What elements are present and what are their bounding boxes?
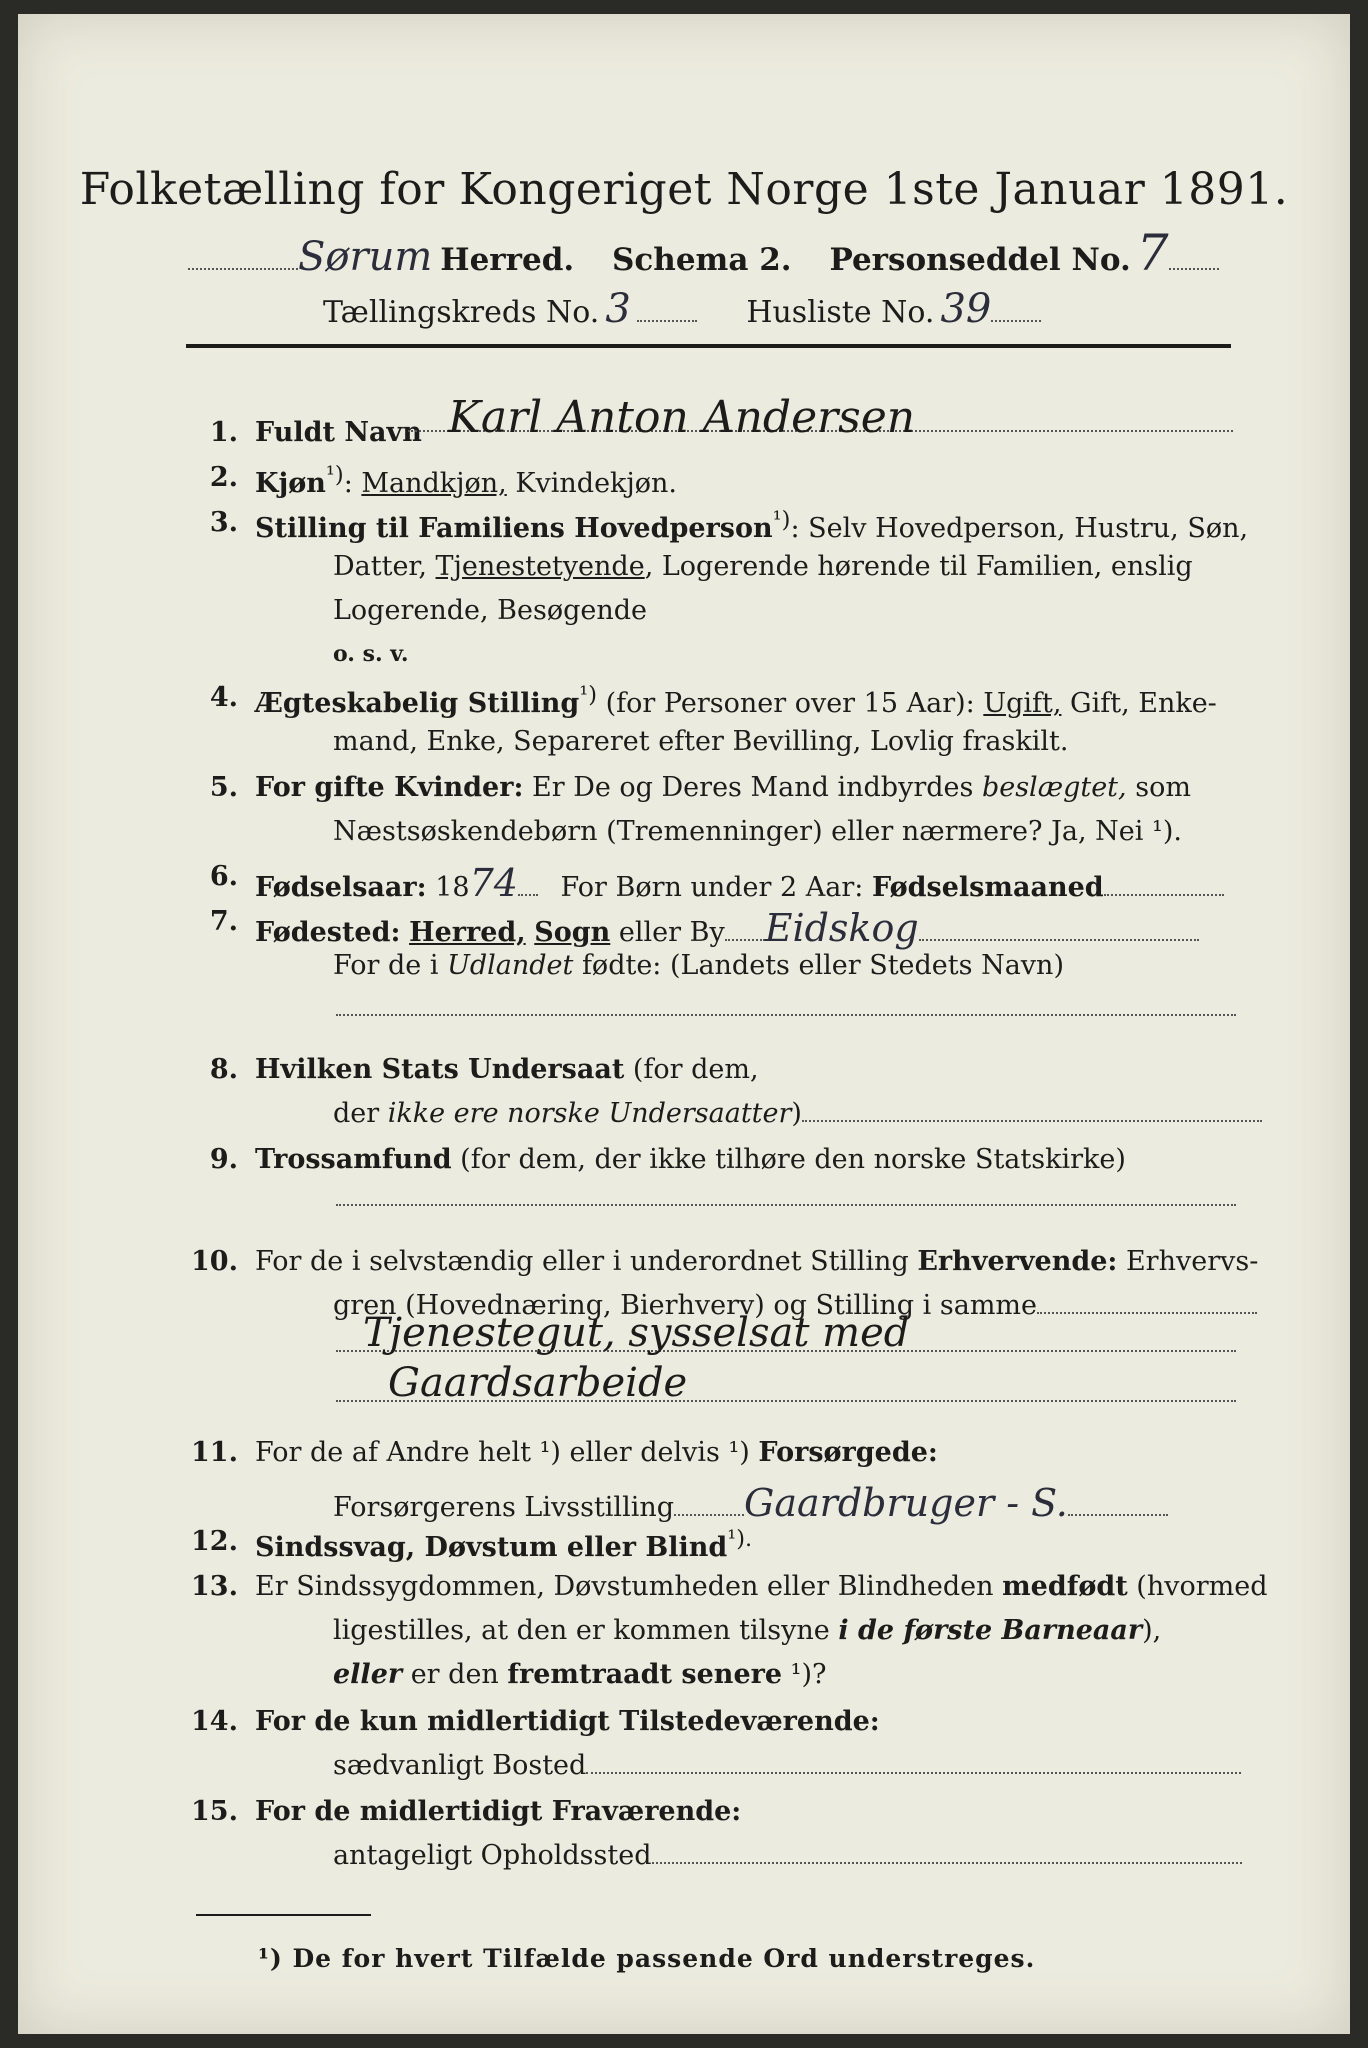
q3-l2c: , Logerende hørende til Familien, enslig [644, 551, 1193, 582]
q7-l2b: Udlandet [447, 950, 574, 981]
q15-number: 15. [191, 1796, 238, 1827]
q7-label: Fødested: [255, 917, 401, 948]
footnote-rule [196, 1914, 371, 1916]
q13-number: 13. [191, 1571, 238, 1602]
q11-l1a: For de af Andre helt ¹) eller delvis ¹) [255, 1437, 759, 1468]
q7-o3: eller By [610, 917, 725, 948]
q4-label: Ægteskabelig Stilling [255, 688, 580, 719]
q8-line2 [333, 1098, 1262, 1129]
q1-name-value: Karl Anton Andersen [448, 392, 916, 443]
herred-value: Sørum [298, 234, 433, 280]
q10-number: 10. [191, 1246, 238, 1277]
q14-label: For de kun midlertidigt Tilstedeværende: [255, 1706, 880, 1737]
q13-l2c: ), [1142, 1615, 1162, 1646]
schema-label: Schema 2. [612, 242, 792, 278]
q15-l2: antageligt Opholdssted [333, 1840, 652, 1871]
q3-label: Stilling til Familiens Hovedperson [255, 513, 773, 544]
q11-number: 11. [191, 1437, 238, 1468]
q4-option-ugift: Ugift, [983, 688, 1062, 719]
personseddel-value: 7 [1136, 224, 1169, 282]
personseddel-label: Personseddel No. [829, 242, 1131, 278]
q2-sup: ¹) [325, 462, 344, 488]
q13-l2b: i de første Barneaar [838, 1615, 1143, 1646]
q9-number: 9. [209, 1144, 238, 1175]
q8-number: 8. [209, 1054, 238, 1085]
q6-prefix: 18 [426, 872, 470, 903]
q3-line1 [255, 507, 1248, 544]
q10-l1c: Erhvervs- [1117, 1246, 1259, 1277]
q14-number: 14. [191, 1706, 238, 1737]
q3-line4: o. s. v. [333, 641, 409, 667]
q5-line2: Næstsøskendebørn (Tremenninger) eller nærmere? Ja, Nei ¹). [333, 816, 1182, 847]
q14-l2: sædvanligt Bosted [333, 1750, 587, 1781]
q2-option-mandkjon: Mandkjøn, [361, 468, 507, 499]
q8-l1a: Hvilken Stats [255, 1054, 469, 1085]
q6-number: 6. [209, 861, 238, 892]
q11-l1b: Forsørgede: [758, 1437, 938, 1468]
husliste-value: 39 [940, 286, 992, 332]
q14-line2 [333, 1750, 1241, 1781]
q7-l2c: fødte: (Landets eller Stedets Navn) [573, 950, 1064, 981]
q13-l1a: Er Sindssygdommen, Døvstumheden eller Blindheden [255, 1571, 1003, 1602]
census-form-page [18, 14, 1350, 2034]
q13-l3c: fremtraadt senere [507, 1659, 783, 1690]
q12-line [255, 1526, 752, 1563]
form-title: Folketælling for Kongeriget Norge 1ste Januar 1891. [79, 164, 1289, 215]
q8-line1 [255, 1054, 759, 1085]
q2-number: 2. [209, 462, 238, 493]
q8-l1c: (for dem, [624, 1054, 759, 1085]
q2-option-kvindekjon: Kvindekjøn. [506, 468, 678, 499]
q12-sup: ¹). [727, 1526, 753, 1552]
q1-label: Fuldt Navn [255, 417, 422, 448]
q1-number: 1. [209, 417, 238, 448]
q4-l1a: (for Personer over 15 Aar): [597, 688, 984, 719]
kreds-value: 3 [605, 286, 631, 332]
q10-l2: gren (Hovednæring, Bierhverv) og Stilling i samme [333, 1290, 1038, 1321]
footnote: ¹) De for hvert Tilfælde passende Ord understreges. [258, 1944, 1036, 1973]
q9-line1 [255, 1144, 1126, 1175]
q13-l1c: (hvormed [1127, 1571, 1268, 1602]
q9-fill-line [336, 1204, 1236, 1206]
husliste-label: Husliste No. [746, 295, 935, 330]
q5-l1a: Er De og Deres Mand indbyrdes [523, 772, 982, 803]
q6-label: Fødselsaar: [255, 872, 427, 903]
q7-birthplace-value: Eidskog [764, 906, 919, 950]
q10-occupation-value-2: Gaardsarbeide [388, 1360, 688, 1406]
q13-line1 [255, 1571, 1268, 1602]
q12-number: 12. [191, 1526, 238, 1557]
q13-line3 [333, 1659, 826, 1690]
q5-line1 [255, 772, 1191, 803]
q3-l1: : Selv Hovedperson, Hustru, Søn, [790, 513, 1249, 544]
q15-line2 [333, 1840, 1242, 1871]
q7-option-herred: Herred, [409, 917, 526, 948]
q6-l1c: Fødselsmaaned [871, 872, 1104, 903]
q7-l2a: For de i [333, 950, 448, 981]
q3-sup: ¹) [772, 507, 791, 533]
kreds-label: Tællingskreds No. [323, 295, 600, 330]
q9-label: Trossamfund [255, 1144, 452, 1175]
q10-l1a: For de i selvstændig eller i underordnet Stilling [255, 1246, 918, 1277]
q5-l1b: beslægtet, [981, 772, 1127, 803]
q11-line2 [333, 1481, 1168, 1525]
q10-occupation-value-1: Tjenestegut, sysselsat med [363, 1310, 910, 1356]
q3-option-tjenestetyende: Tjenestetyende [435, 551, 645, 582]
q6-line [255, 861, 1224, 905]
q7-line2 [333, 950, 1064, 981]
q13-l3b: er den [402, 1659, 508, 1690]
q3-line3: Logerende, Besøgende [333, 595, 647, 626]
q9-l1: (for dem, der ikke tilhøre den norske Statskirke) [451, 1144, 1126, 1175]
q10-l1b: Erhvervende: [917, 1246, 1118, 1277]
header-rule [186, 344, 1231, 348]
q2-text [255, 462, 677, 499]
q7-number: 7. [209, 906, 238, 937]
q7-line1 [255, 906, 1199, 950]
q8-l2b: ikke ere norske Undersaatter [387, 1098, 792, 1129]
herred-label: Herred. [440, 242, 575, 278]
q2-colon: : [343, 468, 362, 499]
q4-line1 [255, 682, 1217, 719]
q15-label: For de midlertidigt Fraværende: [255, 1796, 742, 1827]
q5-l1c: som [1126, 772, 1191, 803]
q11-provider-value: Gaardbruger - S. [744, 1481, 1068, 1525]
q3-l2a: Datter, [333, 551, 436, 582]
herred-line [188, 224, 1219, 282]
q4-sup: ¹) [579, 682, 598, 708]
q13-l1b: medfødt [1002, 1571, 1128, 1602]
q13-l2a: ligestilles, at den er kommen tilsyne [333, 1615, 839, 1646]
q3-number: 3. [209, 507, 238, 538]
q8-l2c: ) [791, 1098, 802, 1129]
q11-line1 [255, 1437, 938, 1468]
q8-l1b: Undersaat [468, 1054, 625, 1085]
q4-line2: mand, Enke, Separeret efter Bevilling, Lovlig fraskilt. [333, 726, 1069, 757]
q13-line2 [333, 1615, 1161, 1646]
q12-label: Sindssvag, Døvstum eller Blind [255, 1532, 728, 1563]
q2-label: Kjøn [255, 468, 326, 499]
q10-line1 [255, 1246, 1258, 1277]
q5-label: For gifte Kvinder: [255, 772, 524, 803]
q13-l3d: ¹)? [782, 1659, 827, 1690]
q11-l2: Forsørgerens Livsstilling [333, 1492, 675, 1523]
q4-number: 4. [209, 682, 238, 713]
kreds-line [323, 286, 1041, 332]
q4-l1c: Gift, Enke- [1061, 688, 1217, 719]
q5-number: 5. [209, 772, 238, 803]
q3-line2 [333, 551, 1193, 582]
q8-l2a: der [333, 1098, 388, 1129]
q7-option-sogn: Sogn [534, 917, 611, 948]
q6-year-value: 74 [469, 861, 518, 905]
q7-fill-line [336, 1014, 1236, 1016]
q13-l3a: eller [333, 1659, 403, 1690]
q6-l1b: For Børn under 2 Aar: [560, 872, 872, 903]
